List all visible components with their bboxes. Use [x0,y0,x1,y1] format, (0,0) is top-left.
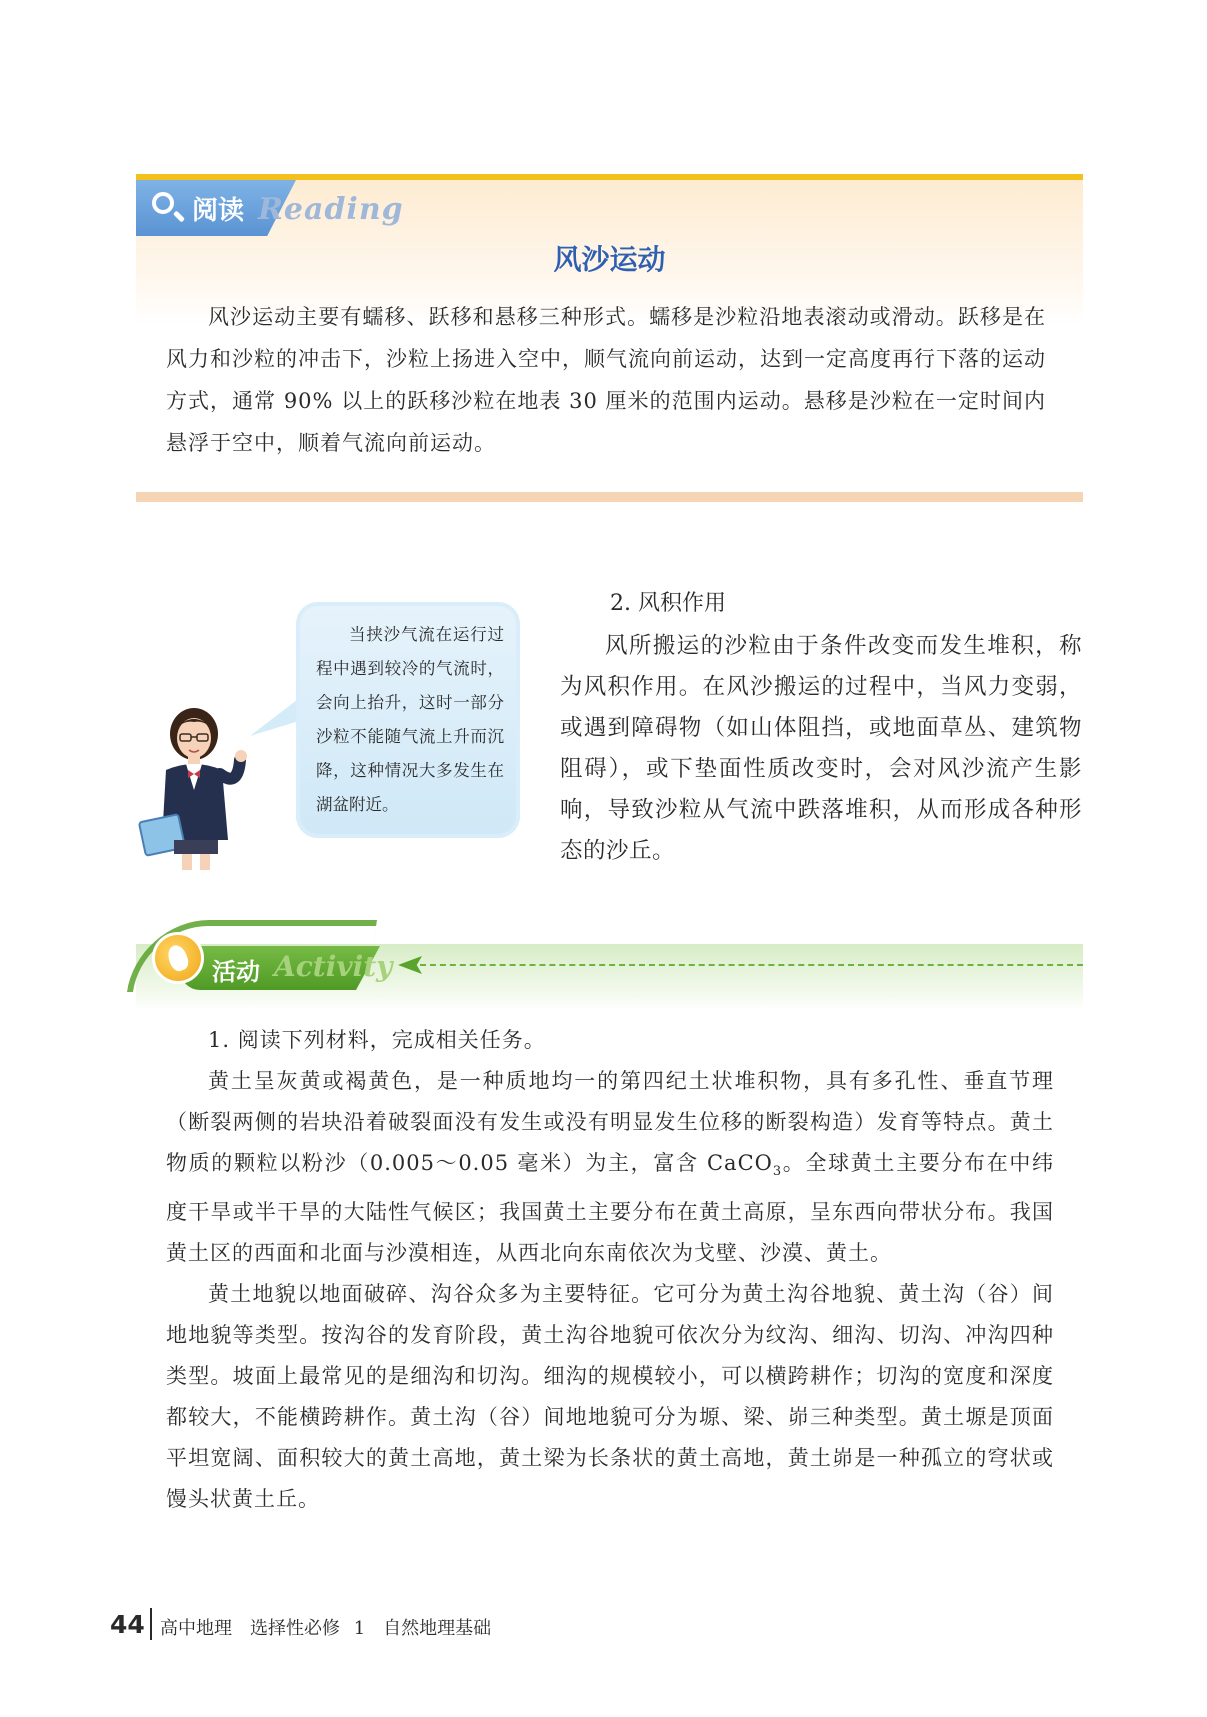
page-number: 44 [110,1610,145,1639]
section-body-wind-deposition: 风所搬运的沙粒由于条件改变而发生堆积，称为风积作用。在风沙搬运的过程中，当风力变弱，或遇到障碍物（如山体阻挡，或地面草丛、建筑物阻碍），或下垫面性质改变时，会对风沙流产生影响，导致沙粒从气流中跌落堆积，从而形成各种形态的沙丘。 [560,633,1082,864]
reading-tag [136,180,416,236]
activity-task: 1. 阅读下列材料，完成相关任务。 [208,1028,546,1052]
reading-box [136,174,1083,502]
footer-divider [150,1608,152,1640]
activity-paragraph-loess [166,1061,1054,1274]
reading-tag-english: Reading [258,192,404,227]
section-heading-wind-deposition: 2. 风积作用 [610,591,726,616]
activity-tag-english: Activity [274,950,393,983]
footer-book-title: 高中地理 选择性必修 1 自然地理基础 [160,1618,492,1639]
caco3-subscript: 3 [772,1164,783,1180]
activity-tag-label: 活动 [212,958,260,986]
activity-body [166,1020,1054,1520]
magnifier-icon [152,192,174,214]
teacher-illustration [138,700,258,870]
reading-tag-label: 阅读 [192,196,245,226]
bird-badge-icon [152,932,204,984]
activity-paragraph-landforms: 黄土地貌以地面破碎、沟谷众多为主要特征。它可分为黄土沟谷地貌、黄土沟（谷）间地地貌等类型。按沟谷的发育阶段，黄土沟谷地貌可依次分为纹沟、细沟、切沟、冲沟四种类型。坡面上最常见的是细沟和切沟。细沟的规模较小，可以横跨耕作；切沟的宽度和深度都较大，不能横跨耕作。黄土沟（谷）间地地貌可分为塬、梁、峁三种类型。黄土塬是顶面平坦宽阔、面积较大的黄土高地，黄土梁为长条状的黄土高地，黄土峁是一种孤立的穹状或馒头状黄土丘。 [166,1282,1054,1512]
reading-title: 风沙运动 [553,243,666,276]
activity-paragraph-loess-part1: 黄土呈灰黄或褐黄色，是一种质地均一的第四纪土状堆积物，具有多孔性、垂直节理（断裂两侧的岩块沿着破裂面没有发生或没有明显发生位移的断裂构造）发育等特点。黄土物质的颗粒以粉沙（0.005～0.05 毫米）为主，富含 CaCO [166,1069,1054,1175]
activity-paragraph-loess-part2: 。全球黄土主要分布在中纬度干旱或半干旱的大陆性气候区；我国黄土主要分布在黄土高原，呈东西向带状分布。我国黄土区的西面和北面与沙漠相连，从西北向东南依次为戈壁、沙漠、黄土。 [166,1151,1054,1266]
activity-header [136,920,1083,1010]
speech-bubble-text: 当挟沙气流在运行过程中遇到较冷的气流时，会向上抬升，这时一部分沙粒不能随气流上升而沉降，这种情况大多发生在湖盆附近。 [316,625,504,814]
reading-bottom-rule [136,492,1083,502]
activity-dashed-line [420,964,1083,966]
speech-bubble [296,602,520,838]
reading-body: 风沙运动主要有蠕移、跃移和悬移三种形式。蠕移是沙粒沿地表滚动或滑动。跃移是在风力和沙粒的冲击下，沙粒上扬进入空中，顺气流向前运动，达到一定高度再行下落的运动方式，通常 90% 以上的跃移沙粒在地表 30 厘米的范围内运动。悬移是沙粒在一定时间内悬浮于空中，顺着气流向前运动。 [166,305,1046,455]
